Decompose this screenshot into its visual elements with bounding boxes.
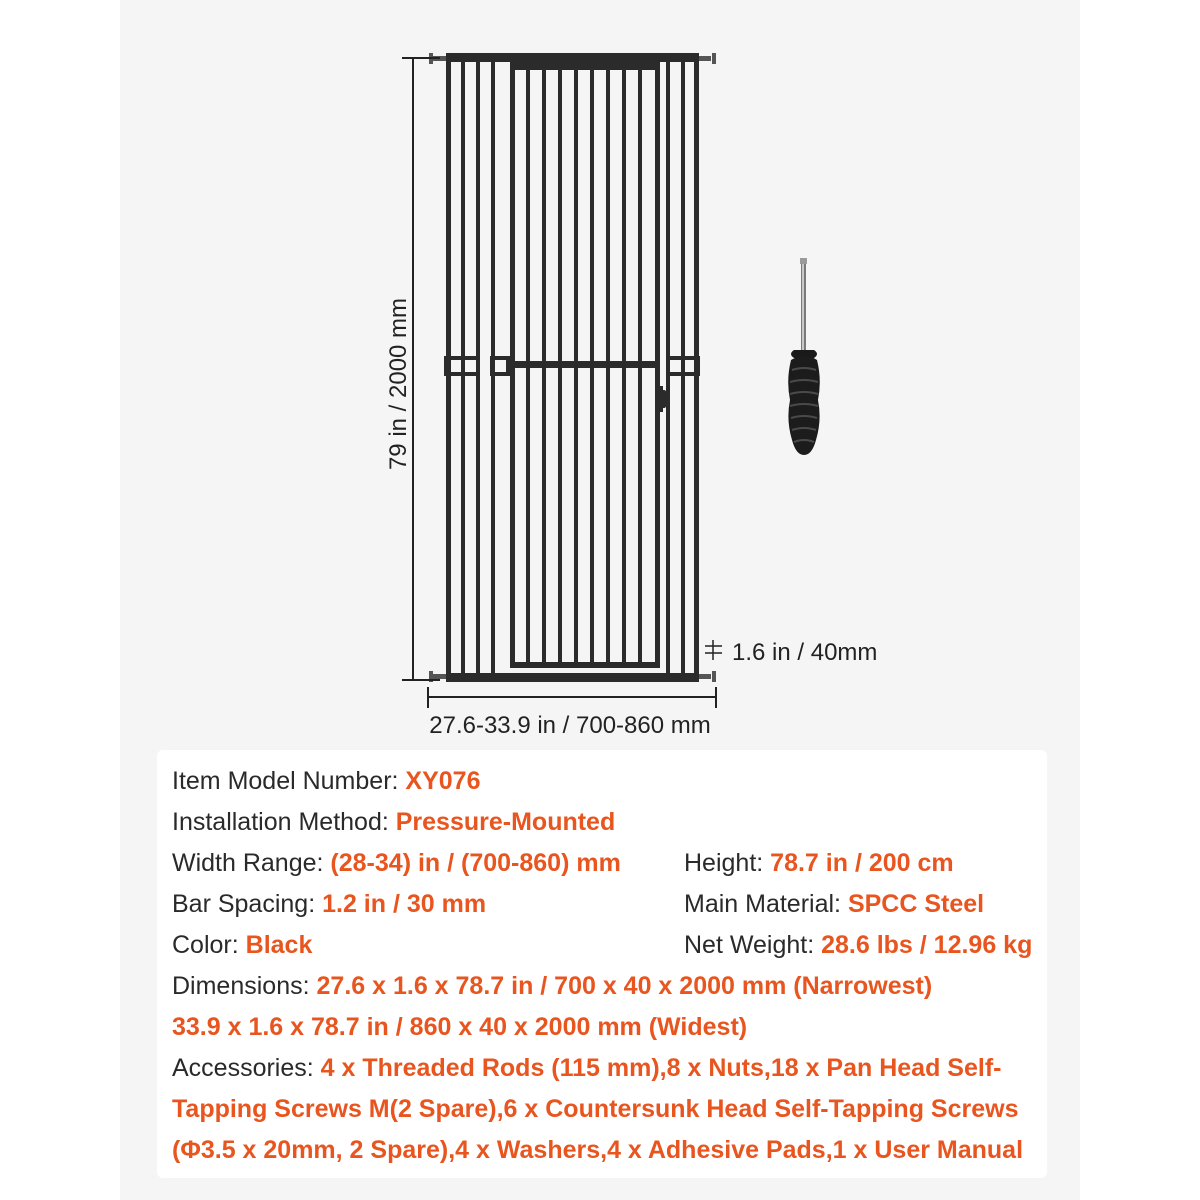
gate-bar [491, 58, 495, 678]
spec-value: XY076 [405, 767, 481, 795]
spec-value: 4 x Threaded Rods (115 mm),8 x Nuts,18 x Pan Head Self- [320, 1054, 1002, 1082]
gate-bar [510, 60, 515, 668]
spec-label: Accessories: [172, 1054, 314, 1082]
width-dimension [428, 687, 716, 708]
spec-label: Bar Spacing: [172, 890, 316, 918]
spec-weight [684, 930, 1032, 960]
spec-value: 27.6 x 1.6 x 78.7 in / 700 x 40 x 2000 mm (Narrowest) [316, 972, 933, 1000]
gate-bar [666, 58, 670, 678]
spec-value: 1.2 in / 30 mm [322, 890, 487, 918]
gate-bar [542, 368, 546, 662]
spec-value: (28-34) in / (700-860) mm [330, 849, 621, 877]
depth-dimension [705, 640, 722, 660]
gate-bar [638, 70, 642, 361]
gate-bar [638, 368, 642, 662]
spec-value: 28.6 lbs / 12.96 kg [821, 931, 1033, 959]
spec-value: Black [245, 931, 313, 959]
spec-installation [172, 807, 615, 837]
gate-bar [542, 70, 546, 361]
spec-label: Item Model Number: [172, 767, 399, 795]
gate-bar [446, 53, 451, 682]
gate-bar [461, 58, 465, 678]
width-label: 27.6-33.9 in / 700-860 mm [429, 712, 711, 739]
spec-value: Pressure-Mounted [395, 808, 616, 836]
spec-label: Height: [684, 849, 764, 877]
gate-bar [590, 70, 594, 361]
gate-bar [526, 70, 530, 361]
spec-label: Net Weight: [684, 931, 815, 959]
spec-dimensions [172, 971, 932, 1001]
gate-bar [694, 53, 699, 682]
spec-label: Main Material: [684, 890, 841, 918]
spec-color [172, 930, 312, 960]
spec-value: 78.7 in / 200 cm [770, 849, 954, 877]
gate-bar [681, 58, 685, 678]
gate-bar [558, 368, 562, 662]
pet-gate-icon [429, 53, 716, 682]
gate-bar [655, 60, 660, 668]
gate-bar [574, 70, 578, 361]
gate-bar [622, 70, 626, 361]
spec-label: Installation Method: [172, 808, 389, 836]
spec-accessories-line3: (Φ3.5 x 20mm, 2 Spare),4 x Washers,4 x Adhesive Pads,1 x User Manual [172, 1136, 1024, 1164]
gate-bar [606, 70, 610, 361]
gate-bar [606, 368, 610, 662]
spec-label: Width Range: [172, 849, 324, 877]
spec-height [684, 848, 954, 878]
spec-label: Color: [172, 931, 239, 959]
spec-dimensions-line2: 33.9 x 1.6 x 78.7 in / 860 x 40 x 2000 mm (Widest) [172, 1013, 748, 1041]
spec-accessories-line2: Tapping Screws M(2 Spare),6 x Countersunk Head Self-Tapping Screws [172, 1095, 1019, 1123]
spec-spacing [172, 889, 486, 919]
gate-bar [558, 70, 562, 361]
spec-width [172, 848, 621, 878]
spec-accessories [172, 1053, 1001, 1083]
screwdriver-icon [788, 258, 820, 455]
spec-model [172, 766, 480, 796]
gate-bar [574, 368, 578, 662]
gate-bar [476, 58, 480, 678]
spec-label: Dimensions: [172, 972, 310, 1000]
gate-bar [526, 368, 530, 662]
spec-material [684, 889, 984, 919]
depth-label: 1.6 in / 40mm [732, 639, 878, 666]
gate-bar [622, 368, 626, 662]
spec-value: SPCC Steel [847, 890, 985, 918]
height-label: 79 in / 2000 mm [385, 297, 412, 471]
gate-bar [590, 368, 594, 662]
